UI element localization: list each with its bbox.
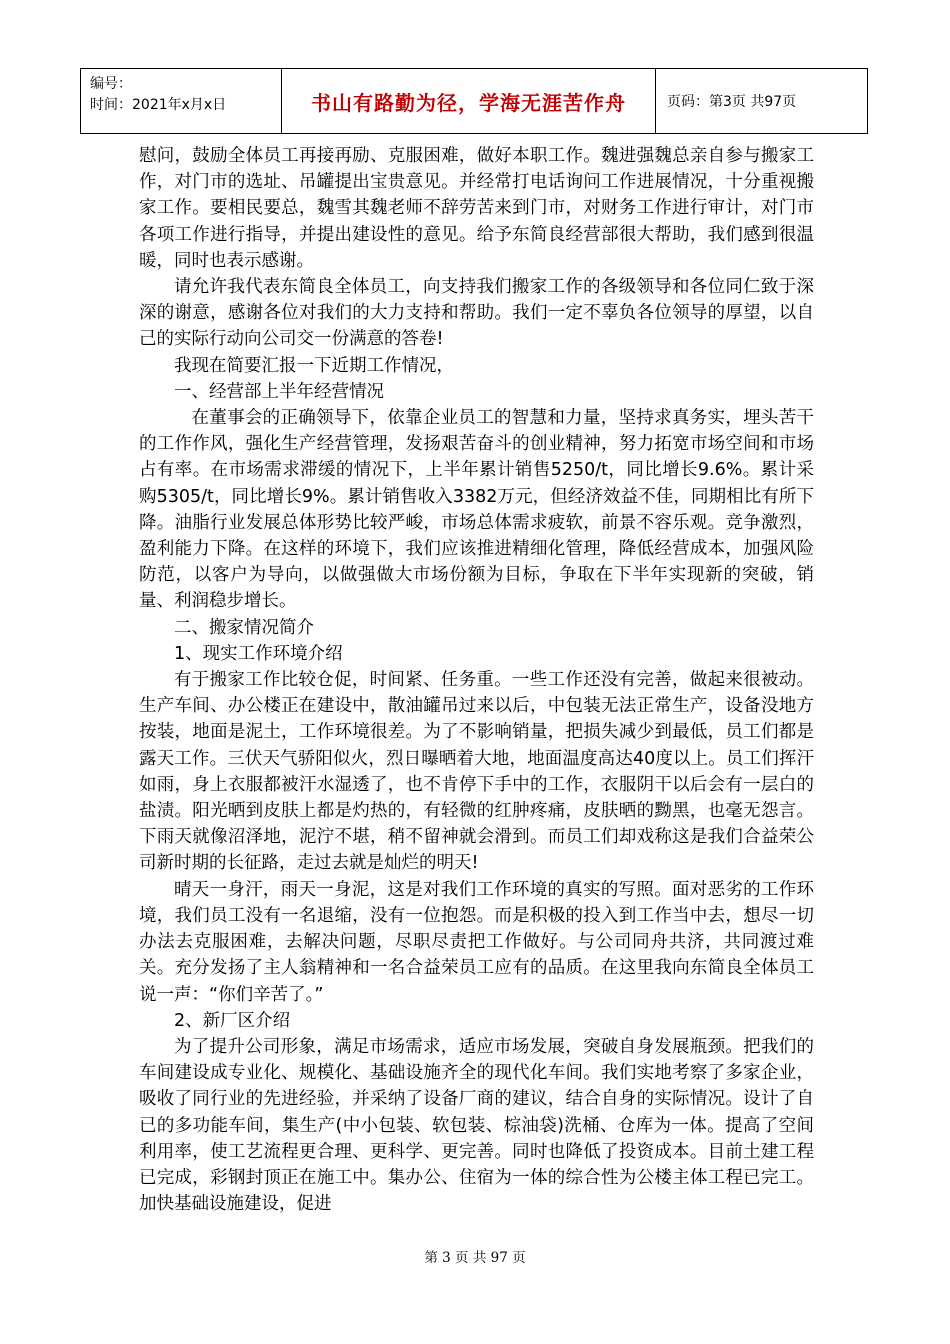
paragraph-continuation: 慰问，鼓励全体员工再接再励、克服困难，做好本职工作。魏进强魏总亲自参与搬家工作，对门市的选址、吊罐提出宝贵意见。并经常打电话询问工作进展情况，十分重视搬家工作。要相民要总，魏雪其魏老师不辞劳苦来到门市，对财务工作进行审计，对门市各项工作进行指导，并提出建设性的意见。给予东简良经营部很大帮助，我们感到很温暖，同时也表示感谢。	[139, 146, 814, 271]
paragraph: 请允许我代表东简良全体员工，向支持我们搬家工作的各级领导和各位同仁致于深深的谢意，感谢各位对我们的大力支持和帮助。我们一定不辜负各位领导的厚望，以自己的实际行动向公司交一份满意的答卷!	[139, 277, 814, 350]
paragraph: 为了提升公司形象，满足市场需求，适应市场发展，突破自身发展瓶颈。把我们的车间建设成专业化、规模化、基础设施齐全的现代化车间。我们实地考察了多家企业，吸收了同行业的先进经验，并采纳了设备厂商的建议，结合自身的实际情况。设计了自已的多功能车间，集生产(中小包装、软包装、棕油袋)洗桶、仓库为一体。提高了空间利用率，使工艺流程更合理、更科学、更完善。同时也降低了投资成本。目前土建工程已完成，彩钢封顶正在施工中。集办公、住宿为一体的综合性为公楼主体工程已完工。加快基础设施建设，促进	[139, 1036, 814, 1215]
page-footer: 第 3 页 共 97 页	[424, 1250, 526, 1266]
header-page-info: 页码：第3页 共97页	[667, 94, 797, 110]
header-motto-cell	[282, 69, 656, 133]
paragraph: 晴天一身汗，雨天一身泥，这是对我们工作环境的真实的写照。面对恶劣的工作环境，我们员工没有一名退缩，没有一位抱怨。而是积极的投入到工作当中去，想尽一切办法去克服困难，去解决问题，尽职尽责把工作做好。与公司同舟共济，共同渡过难关。充分发扬了主人翁精神和一名合益荣员工应有的品质。在这里我向东简良全体员工说一声：“你们辛苦了。”	[139, 879, 814, 1005]
header-table	[80, 68, 868, 134]
paragraph: 有于搬家工作比较仓促，时间紧、任务重。一些工作还没有完善，做起来很被动。生产车间、办公楼正在建设中，散油罐吊过来以后，中包装无法正常生产，设备没地方按装，地面是泥土，工作环境很差。为了不影响销量，把损失减少到最低，员工们都是露天工作。三伏天气骄阳似火，烈日曝晒着大地，地面温度高达40度以上。员工们挥汗如雨，身上衣服都被汗水湿透了，也不肯停下手中的工作，衣服阴干以后会有一层白的盐渍。阳光晒到皮肤上都是灼热的，有轻微的红肿疼痛，皮肤晒的黝黑，也毫无怨言。下雨天就像沼泽地，泥泞不堪，稍不留神就会滑到。而员工们却戏称这是我们合益荣公司新时期的长征路，走过去就是灿烂的明天!	[139, 670, 814, 874]
subsection-heading: 1、现实工作环境介绍	[174, 643, 343, 664]
subsection-heading: 2、新厂区介绍	[174, 1010, 291, 1031]
document-number-label: 编号：	[90, 76, 132, 92]
paragraph: 我现在简要汇报一下近期工作情况，	[174, 355, 454, 376]
header-meta-cell	[81, 69, 282, 133]
section-heading: 一、经营部上半年经营情况	[174, 381, 384, 402]
header-motto: 书山有路勤为径，学海无涯苦作舟	[311, 90, 626, 115]
document-date: 时间：2021年x月x日	[90, 97, 227, 113]
paragraph: 在董事会的正确领导下，依靠企业员工的智慧和力量，坚持求真务实，埋头苦干的工作作风，强化生产经营管理，发扬艰苦奋斗的创业精神，努力拓宽市场空间和市场占有率。在市场需求滞缓的情况下，上半年累计销售5250/t，同比增长9.6%。累计采购5305/t，同比增长9%。累计销售收入3382万元，但经济效益不佳，同期相比有所下降。油脂行业发展总体形势比较严峻，市场总体需求疲软，前景不容乐观。竞争激烈，盈利能力下降。在这样的环境下，我们应该推进精细化管理，降低经营成本，加强风险防范，以客户为导向，以做强做大市场份额为目标，争取在下半年实现新的突破，销量、利润稳步增长。	[139, 408, 814, 612]
section-heading: 二、搬家情况简介	[174, 617, 314, 638]
document-body	[139, 143, 814, 1217]
header-page-cell	[656, 69, 867, 133]
